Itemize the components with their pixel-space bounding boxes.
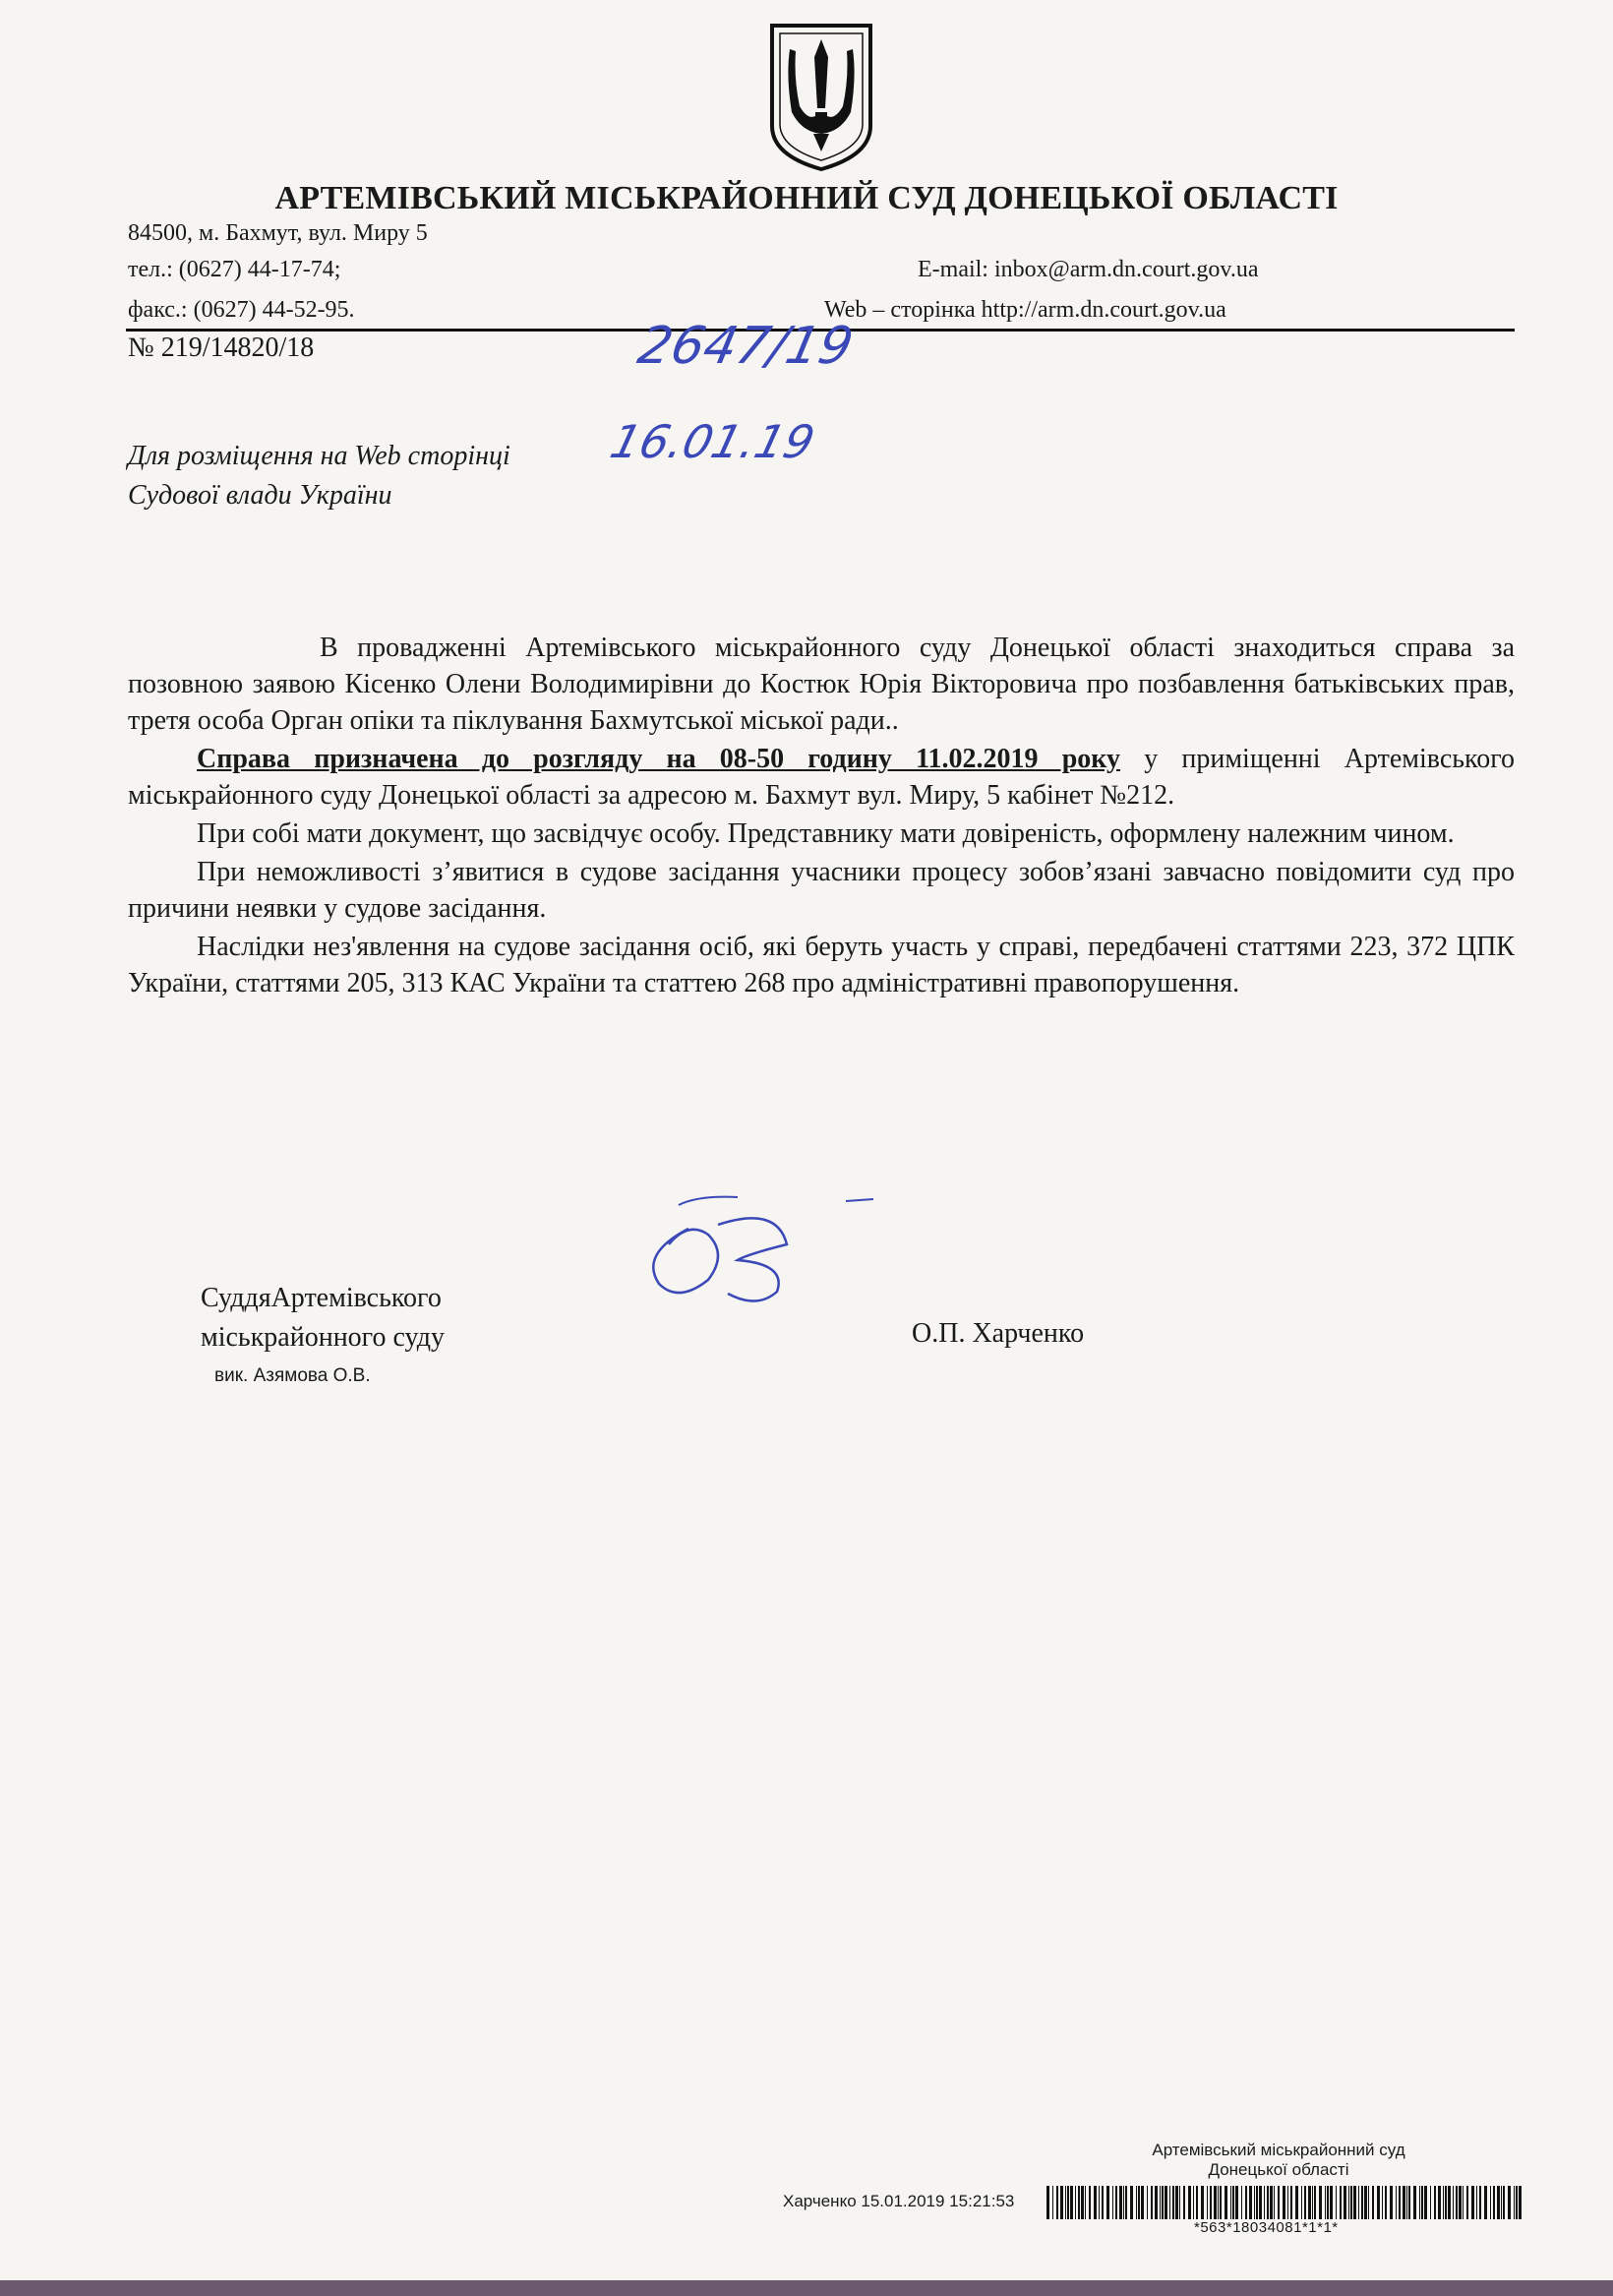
body-paragraph: При неможливості з’явитися в судове засідання учасники процесу зобов’язані завчасно повідомити суд про причини неявки у судове засідання. (128, 857, 1515, 924)
judge-signature (629, 1185, 905, 1313)
addressee (128, 437, 510, 515)
letter-body (128, 630, 1515, 1001)
court-phone: тел.: (0627) 44-17-74; (128, 257, 341, 282)
executor-note: вик. Азямова О.В. (214, 1365, 371, 1386)
electronic-stamp-court (1121, 2141, 1436, 2180)
case-number: № 219/14820/18 (128, 332, 315, 363)
coat-of-arms-icon (762, 18, 880, 175)
barcode-code: *563*18034081*1*1* (1194, 2219, 1339, 2236)
court-address: 84500, м. Бахмут, вул. Миру 5 (128, 220, 428, 246)
signature-title-line1: СуддяАртемівського (201, 1283, 442, 1313)
stamp-court-line2: Донецької області (1208, 2160, 1349, 2179)
court-email: E-mail: inbox@arm.dn.court.gov.ua (918, 257, 1259, 282)
judge-name: О.П. Харченко (912, 1318, 1085, 1349)
addressee-line1: Для розміщення на Web сторінці (128, 441, 510, 471)
handwritten-registration-date: 16.01.19 (605, 415, 820, 468)
stamp-court-line1: Артемівський міськрайонний суд (1152, 2141, 1405, 2159)
stamp-user-datetime: Харченко 15.01.2019 15:21:53 (783, 2192, 1015, 2210)
hearing-paragraph (128, 741, 1515, 814)
scan-edge (0, 2280, 1613, 2296)
hearing-date-highlight: Справа призначена до розгляду на 08-50 годину 11.02.2019 року (197, 744, 1121, 774)
hearing-location: у приміщенні Артемівського міськрайонного суду Донецької області за адресою м. Бахмут вул. Миру, 5 кабінет №212. (128, 744, 1515, 811)
body-paragraph: Наслідки нез'явлення на судове засідання осіб, які беруть участь у справі, передбачені статтями 223, 372 ЦПК України, статтями 205, 313 КАС України та статтею 268 про адміністративні правопорушення. (128, 932, 1515, 998)
barcode-icon (1046, 2186, 1526, 2219)
handwritten-registration-number: 2647/19 (632, 317, 859, 376)
court-website: Web – сторінка http://arm.dn.court.gov.ua (824, 297, 1226, 323)
body-paragraph: В провадженні Артемівського міськрайонного суду Донецької області знаходиться справа за позовною заявою Кісенко Олени Володимирівни до Костюк Юрія Вікторовича про позбавлення батьківських прав, третя особа Орган опіки та піклування Бахмутської міської ради.. (128, 633, 1515, 736)
court-title: АРТЕМІВСЬКИЙ МІСЬКРАЙОННИЙ СУД ДОНЕЦЬКОЇ ОБЛАСТІ (274, 180, 1339, 216)
body-paragraph: При собі мати документ, що засвідчує особу. Представнику мати довіреність, оформлену належним чином. (197, 818, 1455, 849)
court-fax: факс.: (0627) 44-52-95. (128, 297, 355, 323)
addressee-line2: Судової влади України (128, 480, 392, 511)
signature-title (201, 1279, 445, 1358)
signature-title-line2: міськрайонного суду (201, 1322, 446, 1353)
